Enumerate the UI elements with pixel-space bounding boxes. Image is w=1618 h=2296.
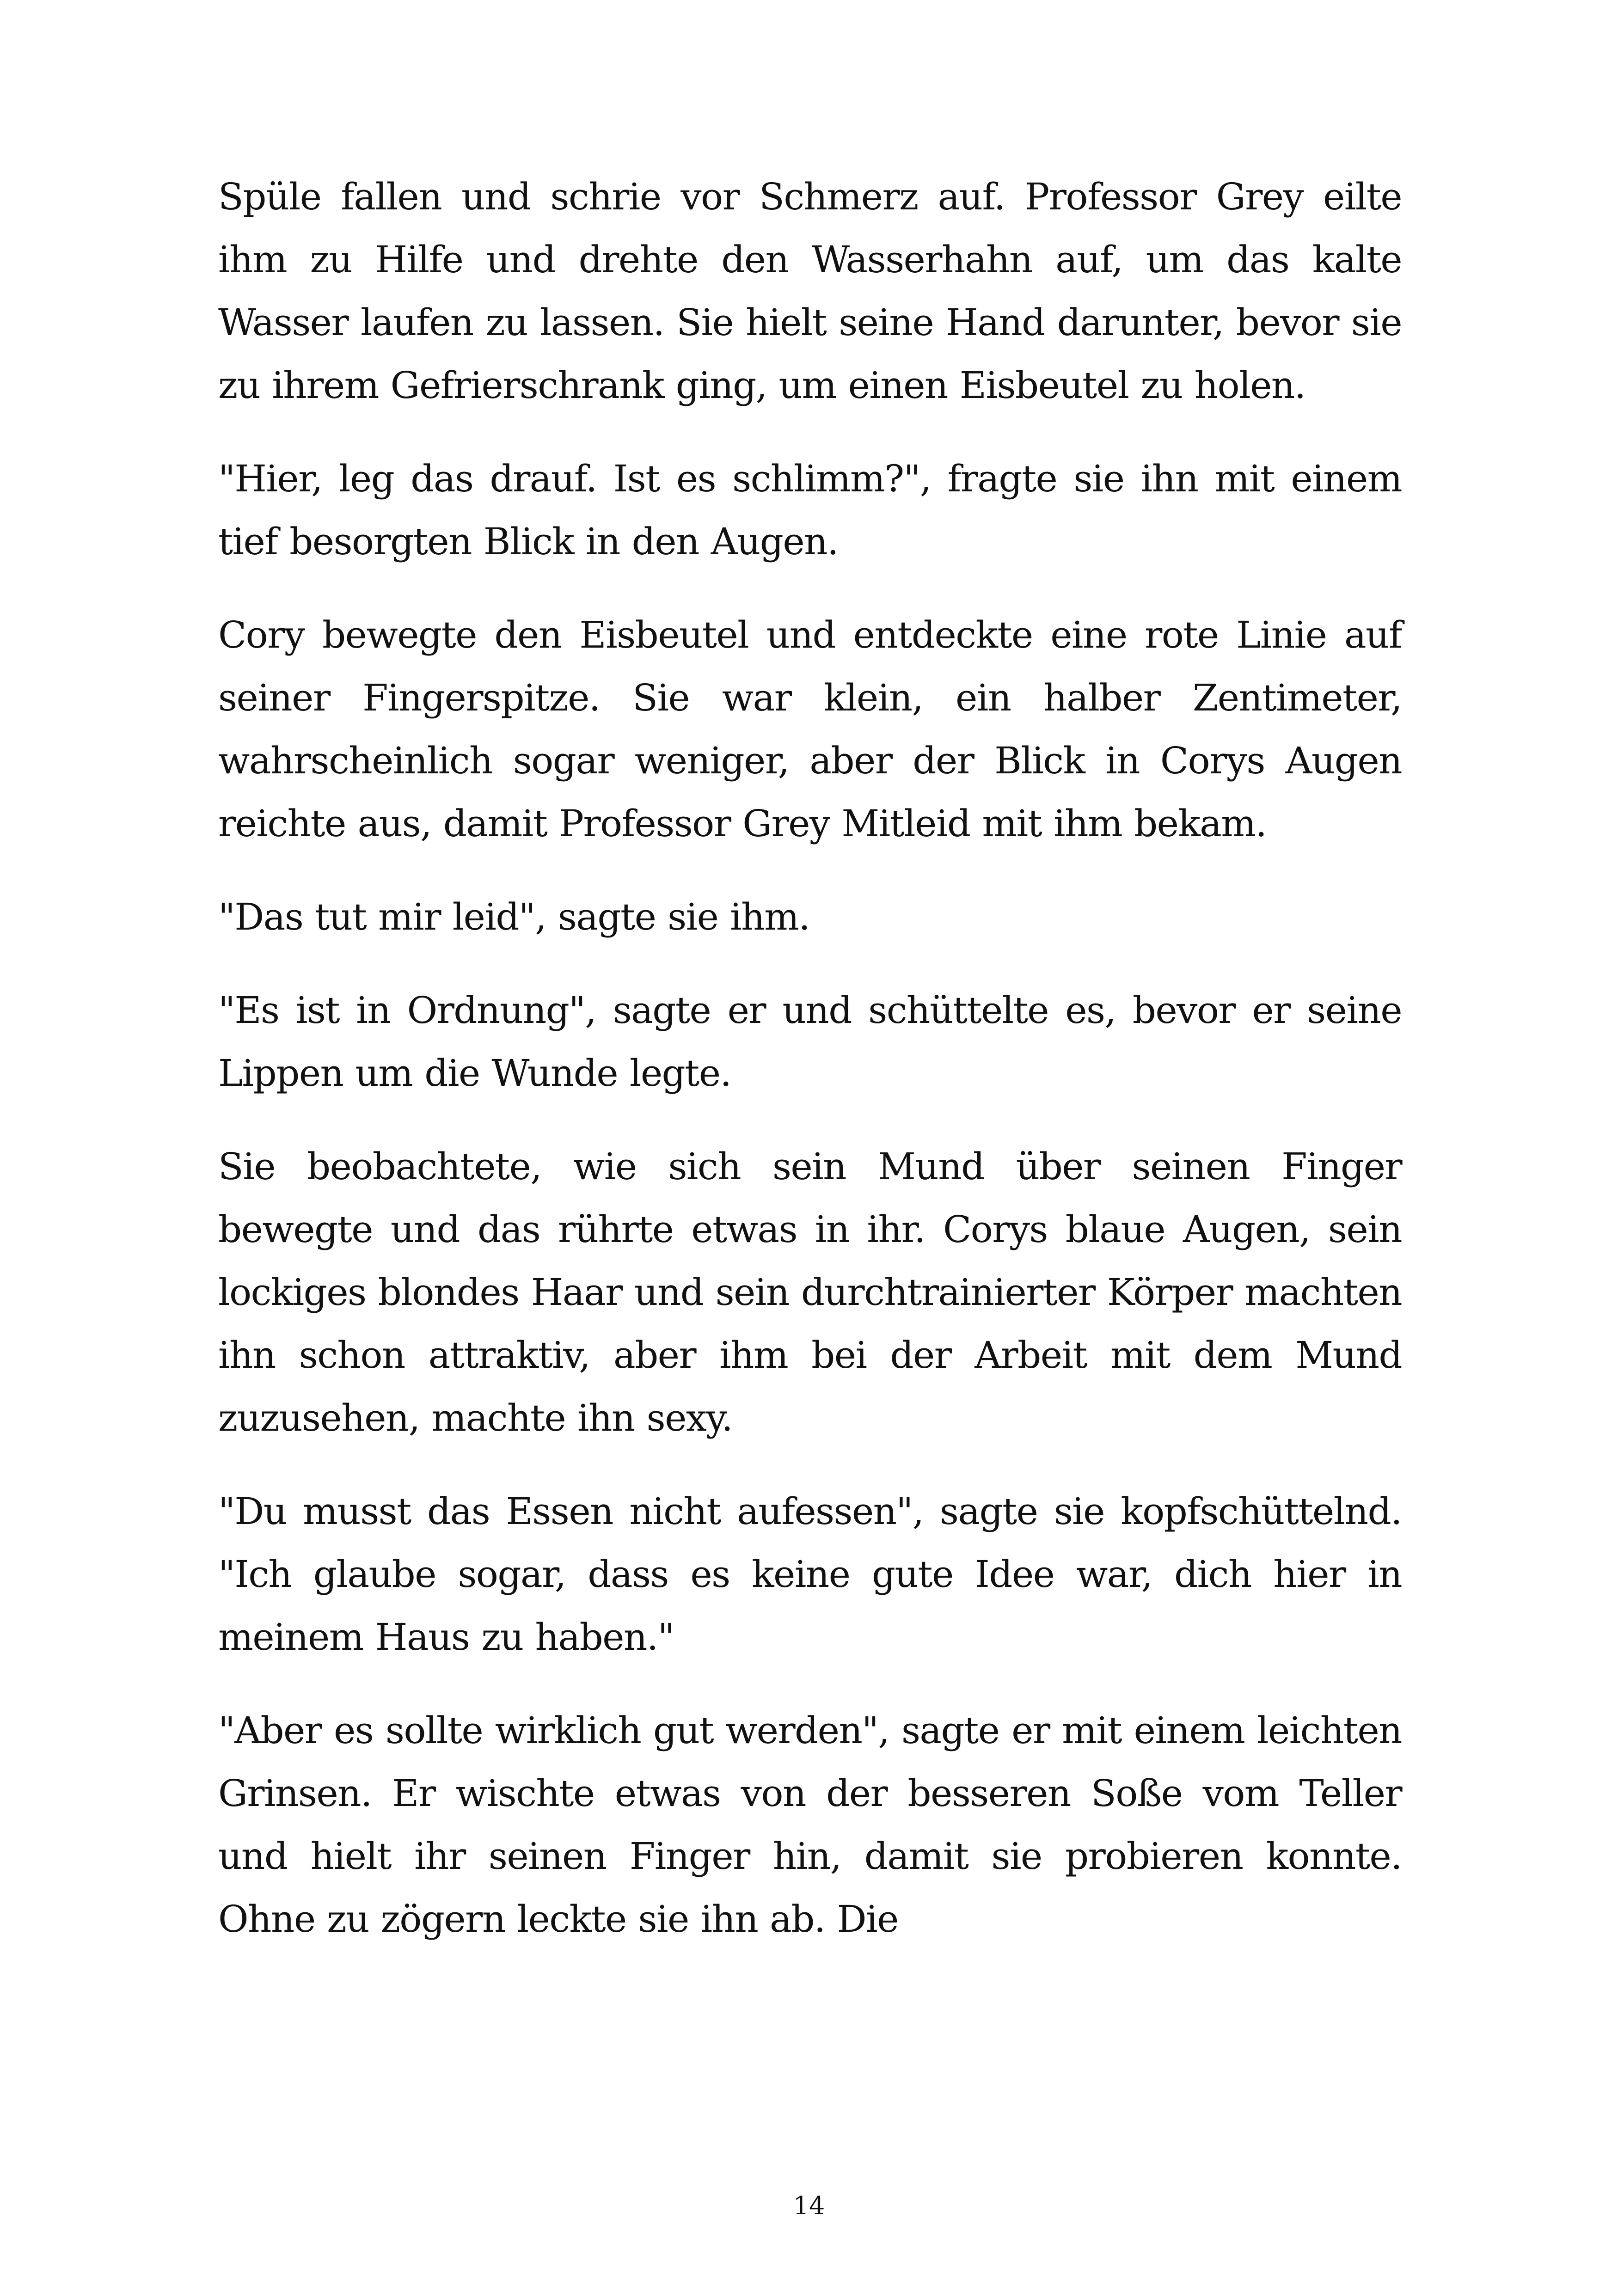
paragraph: Spüle fallen und schrie vor Schmerz auf. Professor Grey eilte ihm zu Hilfe und drehte den Wasserhahn auf, um das kalte Wasser laufen zu lassen. Sie hielt seine Hand darunter, bevor sie zu ihrem Gefrierschrank ging, um einen Eisbeutel zu holen. [218,175,1402,407]
paragraph: "Es ist in Ordnung", sagte er und schüttelte es, bevor er seine Lippen um die Wunde legte. [218,989,1402,1095]
paragraph: Sie beobachtete, wie sich sein Mund über seinen Finger bewegte und das rührte etwas in ihr. Corys blaue Augen, sein lockiges blondes Haar und sein durchtrainierter Körper machten ihn schon attraktiv, aber ihm bei der Arbeit mit dem Mund zuzusehen, machte ihn sexy. [218,1145,1402,1439]
paragraph: "Hier, leg das drauf. Ist es schlimm?", fragte sie ihn mit einem tief besorgten Blick in den Augen. [218,457,1402,563]
body-text [218,165,1402,1981]
paragraph: "Du musst das Essen nicht aufessen", sagte sie kopfschüttelnd. "Ich glaube sogar, dass es keine gute Idee war, dich hier in meinem Haus zu haben." [218,1490,1402,1659]
page-number: 14 [793,2191,825,2220]
paragraph: "Das tut mir leid", sagte sie ihm. [218,895,810,938]
paragraph: Cory bewegte den Eisbeutel und entdeckte eine rote Linie auf seiner Fingerspitze. Sie war klein, ein halber Zentimeter, wahrscheinlich sogar weniger, aber der Blick in Corys Augen reichte aus, damit Professor Grey Mitleid mit ihm bekam. [218,613,1402,845]
paragraph: "Aber es sollte wirklich gut werden", sagte er mit einem leichten Grinsen. Er wischte etwas von der besseren Soße vom Teller und hielt ihr seinen Finger hin, damit sie probieren konnte. Ohne zu zögern leckte sie ihn ab. Die [218,1709,1402,1941]
